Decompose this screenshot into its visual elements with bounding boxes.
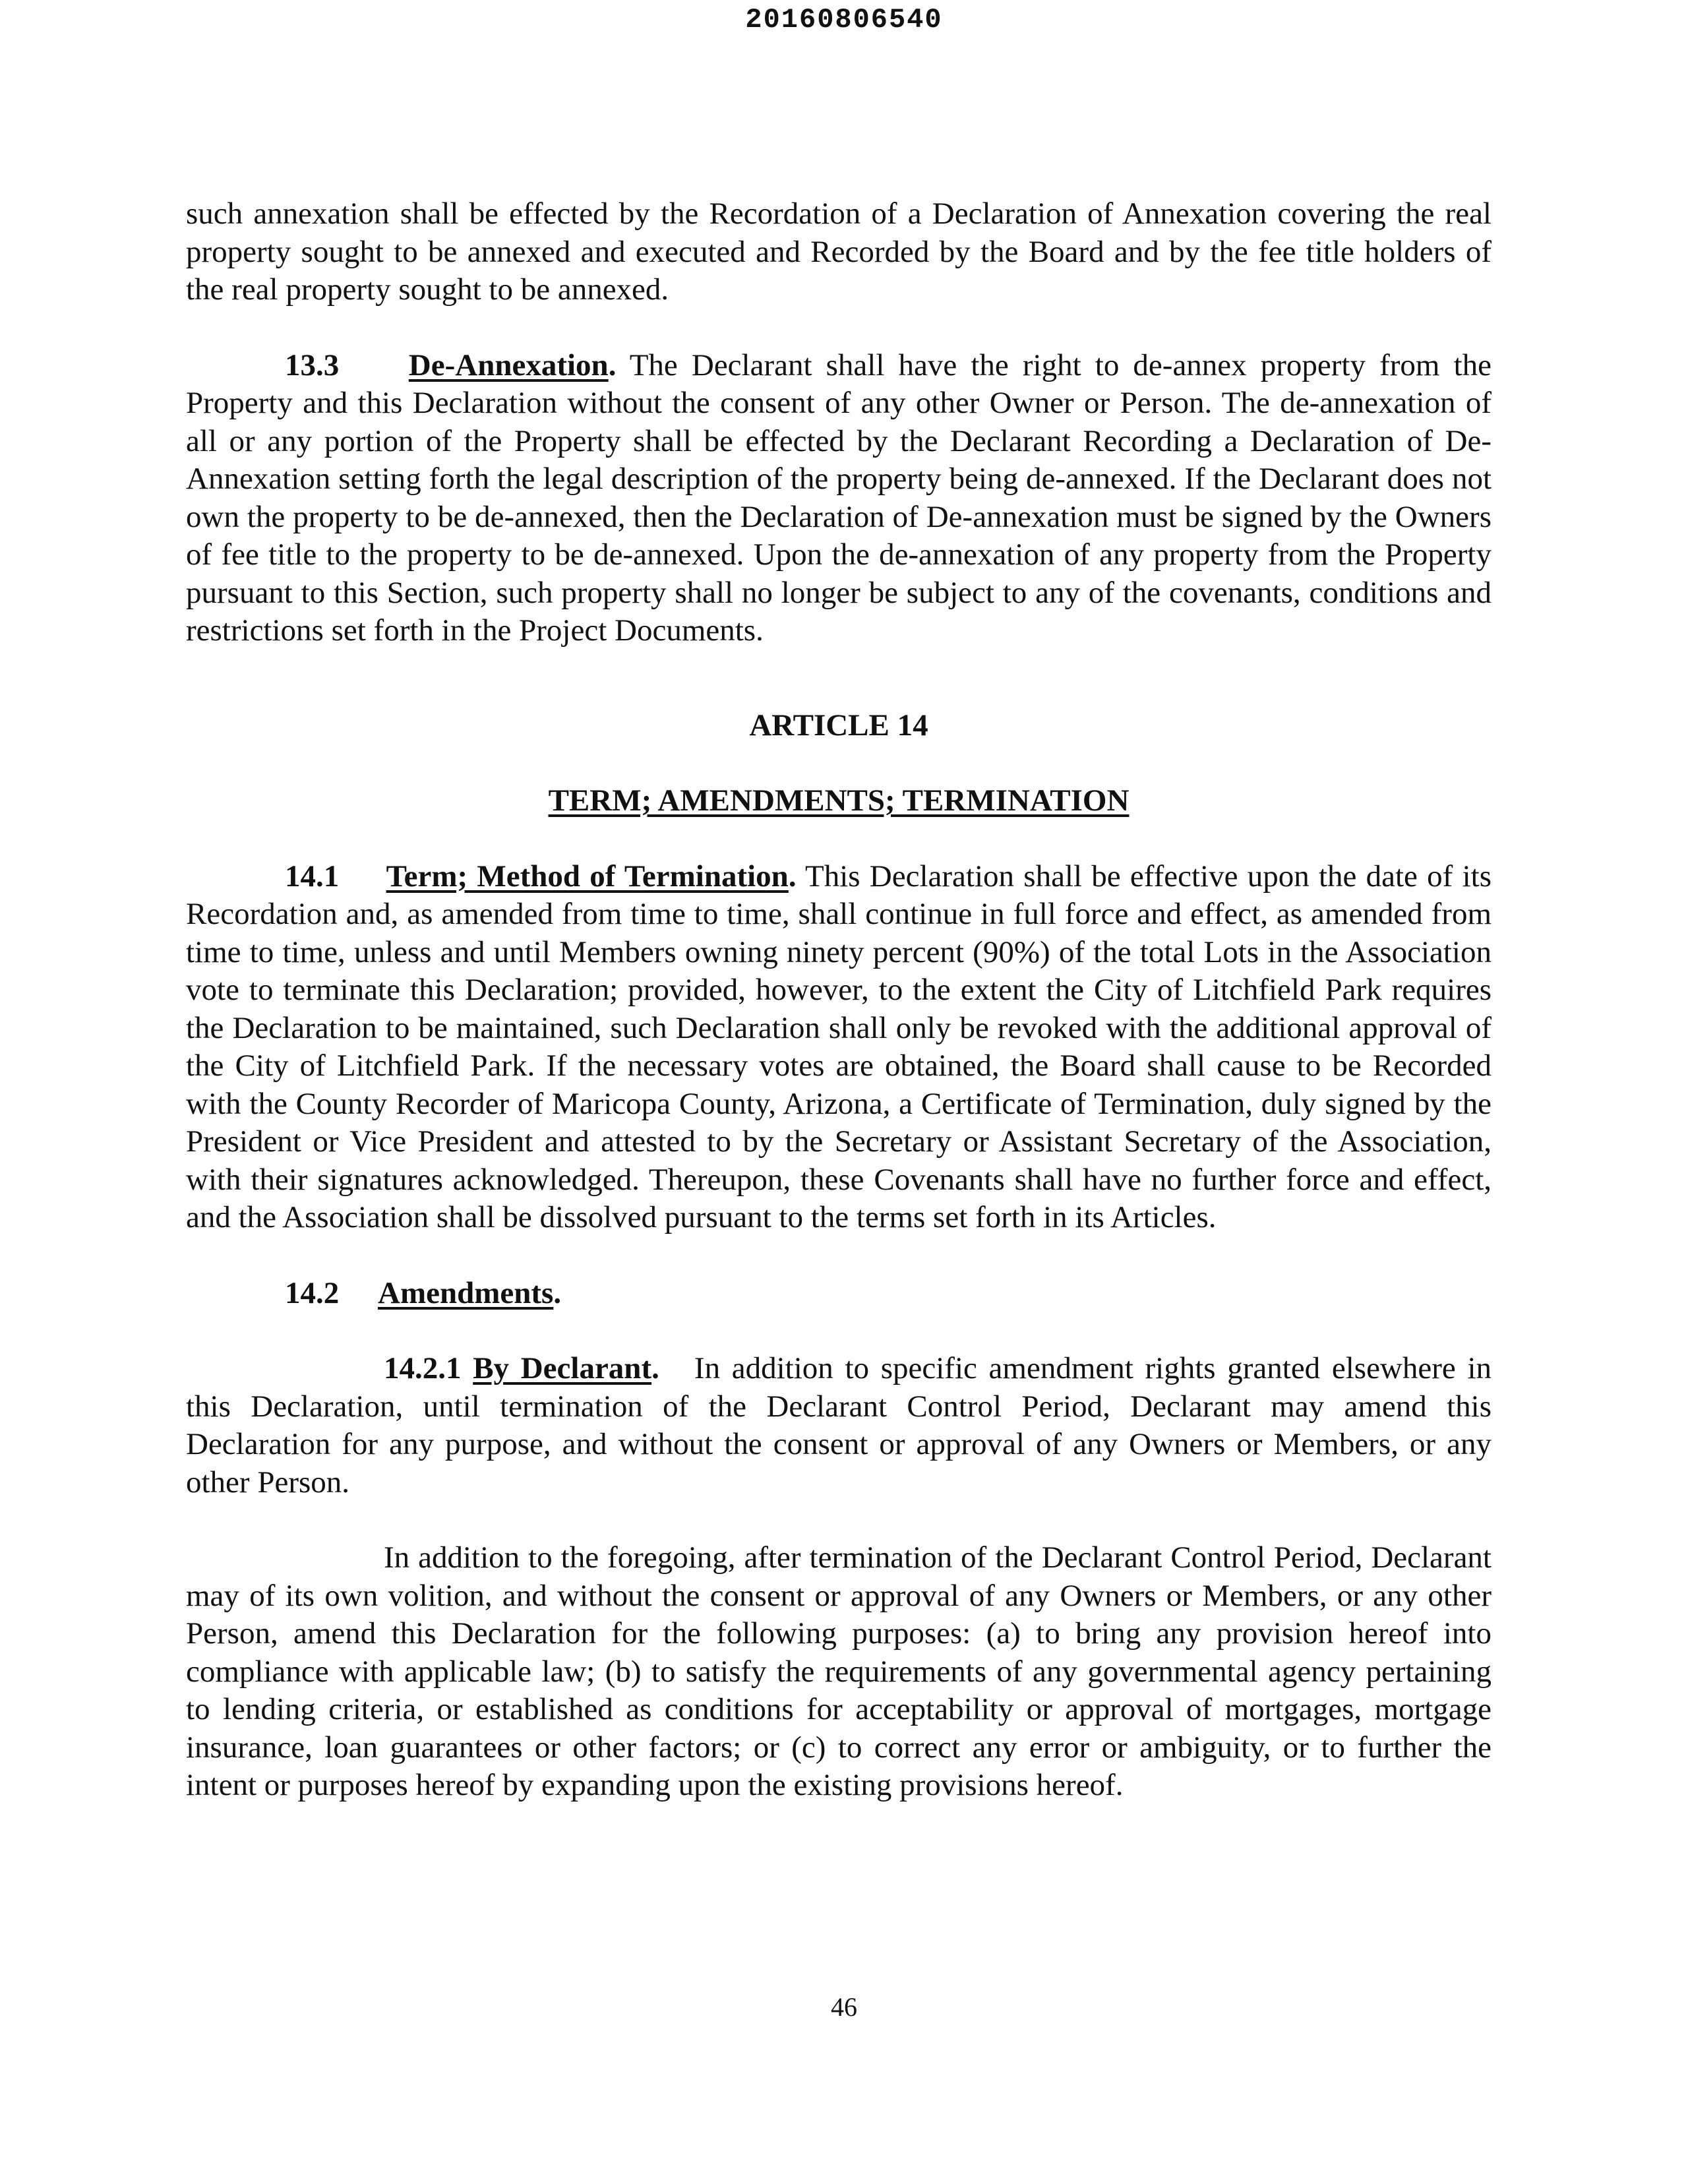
section-13-3-body: The Declarant shall have the right to de-annex property from the Property and this Declaration without the consent of any other Owner or Person. The de-annexation of all or any portion of the Property shall be effected by the Declarant Recording a Declaration of De-Annexation setting forth the legal description of the property being de-annexed. If the Declarant does not own the property to be de-annexed, then the Declaration of De-annexation must be signed by the Owners of fee title to the property to be de-annexed. Upon the de-annexation of any property from the Property pursuant to this Section, such property shall no longer be subject to any of the covenants, conditions and restrictions set forth in the Project Documents. [186,348,1492,648]
document-number: 20160806540 [745,4,943,36]
paragraph-annexation-continued: such annexation shall be effected by the Recordation of a Declaration of Annexation covering the real property sought to be annexed and executed and Recorded by the Board and by the fee title holders of the real property sought to be annexed. [186,197,1492,307]
section-14-2-1: 14.2.1 By Declarant. In addition to specific amendment rights granted elsewhere in this Declaration, until termination of the Declarant Control Period, Declarant may amend this Declaration for any purpose, and without the consent or approval of any Owners or Members, or any other Person. [186,1351,1492,1500]
section-13-3-title: De-Annexation [408,348,609,382]
section-13-3: 13.3 De-Annexation. The Declarant shall have the right to de-annex property from the Property and this Declaration without the consent of any other Owner or Person. The de-annexation of all or any portion of the Property shall be effected by the Declarant Recording a Declaration of De-Annexation setting forth the legal description of the property being de-annexed. If the Declarant does not own the property to be de-annexed, then the Declaration of De-annexation must be signed by the Owners of fee title to the property to be de-annexed. Upon the de-annexation of any property from the Property pursuant to this Section, such property shall no longer be subject to any of the covenants, conditions and restrictions set forth in the Project Documents. [186,348,1492,648]
section-14-2-1-body: In addition to specific amendment rights granted elsewhere in this Declaration, until termination of the Declarant Control Period, Declarant may amend this Declaration for any purpose, and without the consent or approval of any Owners or Members, or any other Person. [186,1351,1492,1500]
section-13-3-number: 13.3 [285,348,340,382]
section-14-2-1-additional: In addition to the foregoing, after termination of the Declarant Control Period, Declarant may of its own volition, and without the consent or approval of any Owners or Members, or any other Person, amend this Declaration for the following purposes: (a) to bring any provision hereof into compliance with applicable law; (b) to satisfy the requirements of any governmental agency pertaining to lending criteria, or established as conditions for acceptability or approval of mortgages, mortgage insurance, loan guarantees or other factors; or (c) to correct any error or ambiguity, or to further the intent or purposes hereof by expanding upon the existing provisions hereof. [186,1540,1492,1802]
section-14-2-1-number: 14.2.1 [384,1351,462,1385]
section-14-2-1-title: By Declarant [473,1351,652,1385]
article-subtitle: TERM; AMENDMENTS; TERMINATION [548,783,1130,818]
document-body [186,195,1492,1805]
section-14-2-title: Amendments [378,1275,554,1310]
section-14-2: 14.2 Amendments. [285,1275,562,1310]
section-14-1-number: 14.1 [285,859,340,894]
section-14-2-number: 14.2 [285,1275,340,1310]
page-number: 46 [831,1992,857,2022]
article-title: ARTICLE 14 [749,708,928,743]
section-14-1-title: Term; Method of Termination [386,859,789,894]
section-14-1: 14.1 Term; Method of Termination. This Declaration shall be effective upon the date of its Recordation and, as amended from time to time, shall continue in full force and effect, as amended from time to time, unless and until Members owning ninety percent (90%) of the total Lots in the Association vote to terminate this Declaration; provided, however, to the extent the City of Litchfield Park requires the Declaration to be maintained, such Declaration shall only be revoked with the additional approval of the City of Litchfield Park. If the necessary votes are obtained, the Board shall cause to be Recorded with the County Recorder of Maricopa County, Arizona, a Certificate of Termination, duly signed by the President or Vice President and attested to by the Secretary or Assistant Secretary of the Association, with their signatures acknowledged. Thereupon, these Covenants shall have no further force and effect, and the Association shall be dissolved pursuant to the terms set forth in its Articles. [186,859,1492,1234]
section-14-1-body: This Declaration shall be effective upon the date of its Recordation and, as amended from time to time, shall continue in full force and effect, as amended from time to time, unless and until Members owning ninety percent (90%) of the total Lots in the Association vote to terminate this Declaration; provided, however, to the extent the City of Litchfield Park requires the Declaration to be maintained, such Declaration shall only be revoked with the additional approval of the City of Litchfield Park. If the necessary votes are obtained, the Board shall cause to be Recorded with the County Recorder of Maricopa County, Arizona, a Certificate of Termination, duly signed by the President or Vice President and attested to by the Secretary or Assistant Secretary of the Association, with their signatures acknowledged. Thereupon, these Covenants shall have no further force and effect, and the Association shall be dissolved pursuant to the terms set forth in its Articles. [186,859,1492,1234]
